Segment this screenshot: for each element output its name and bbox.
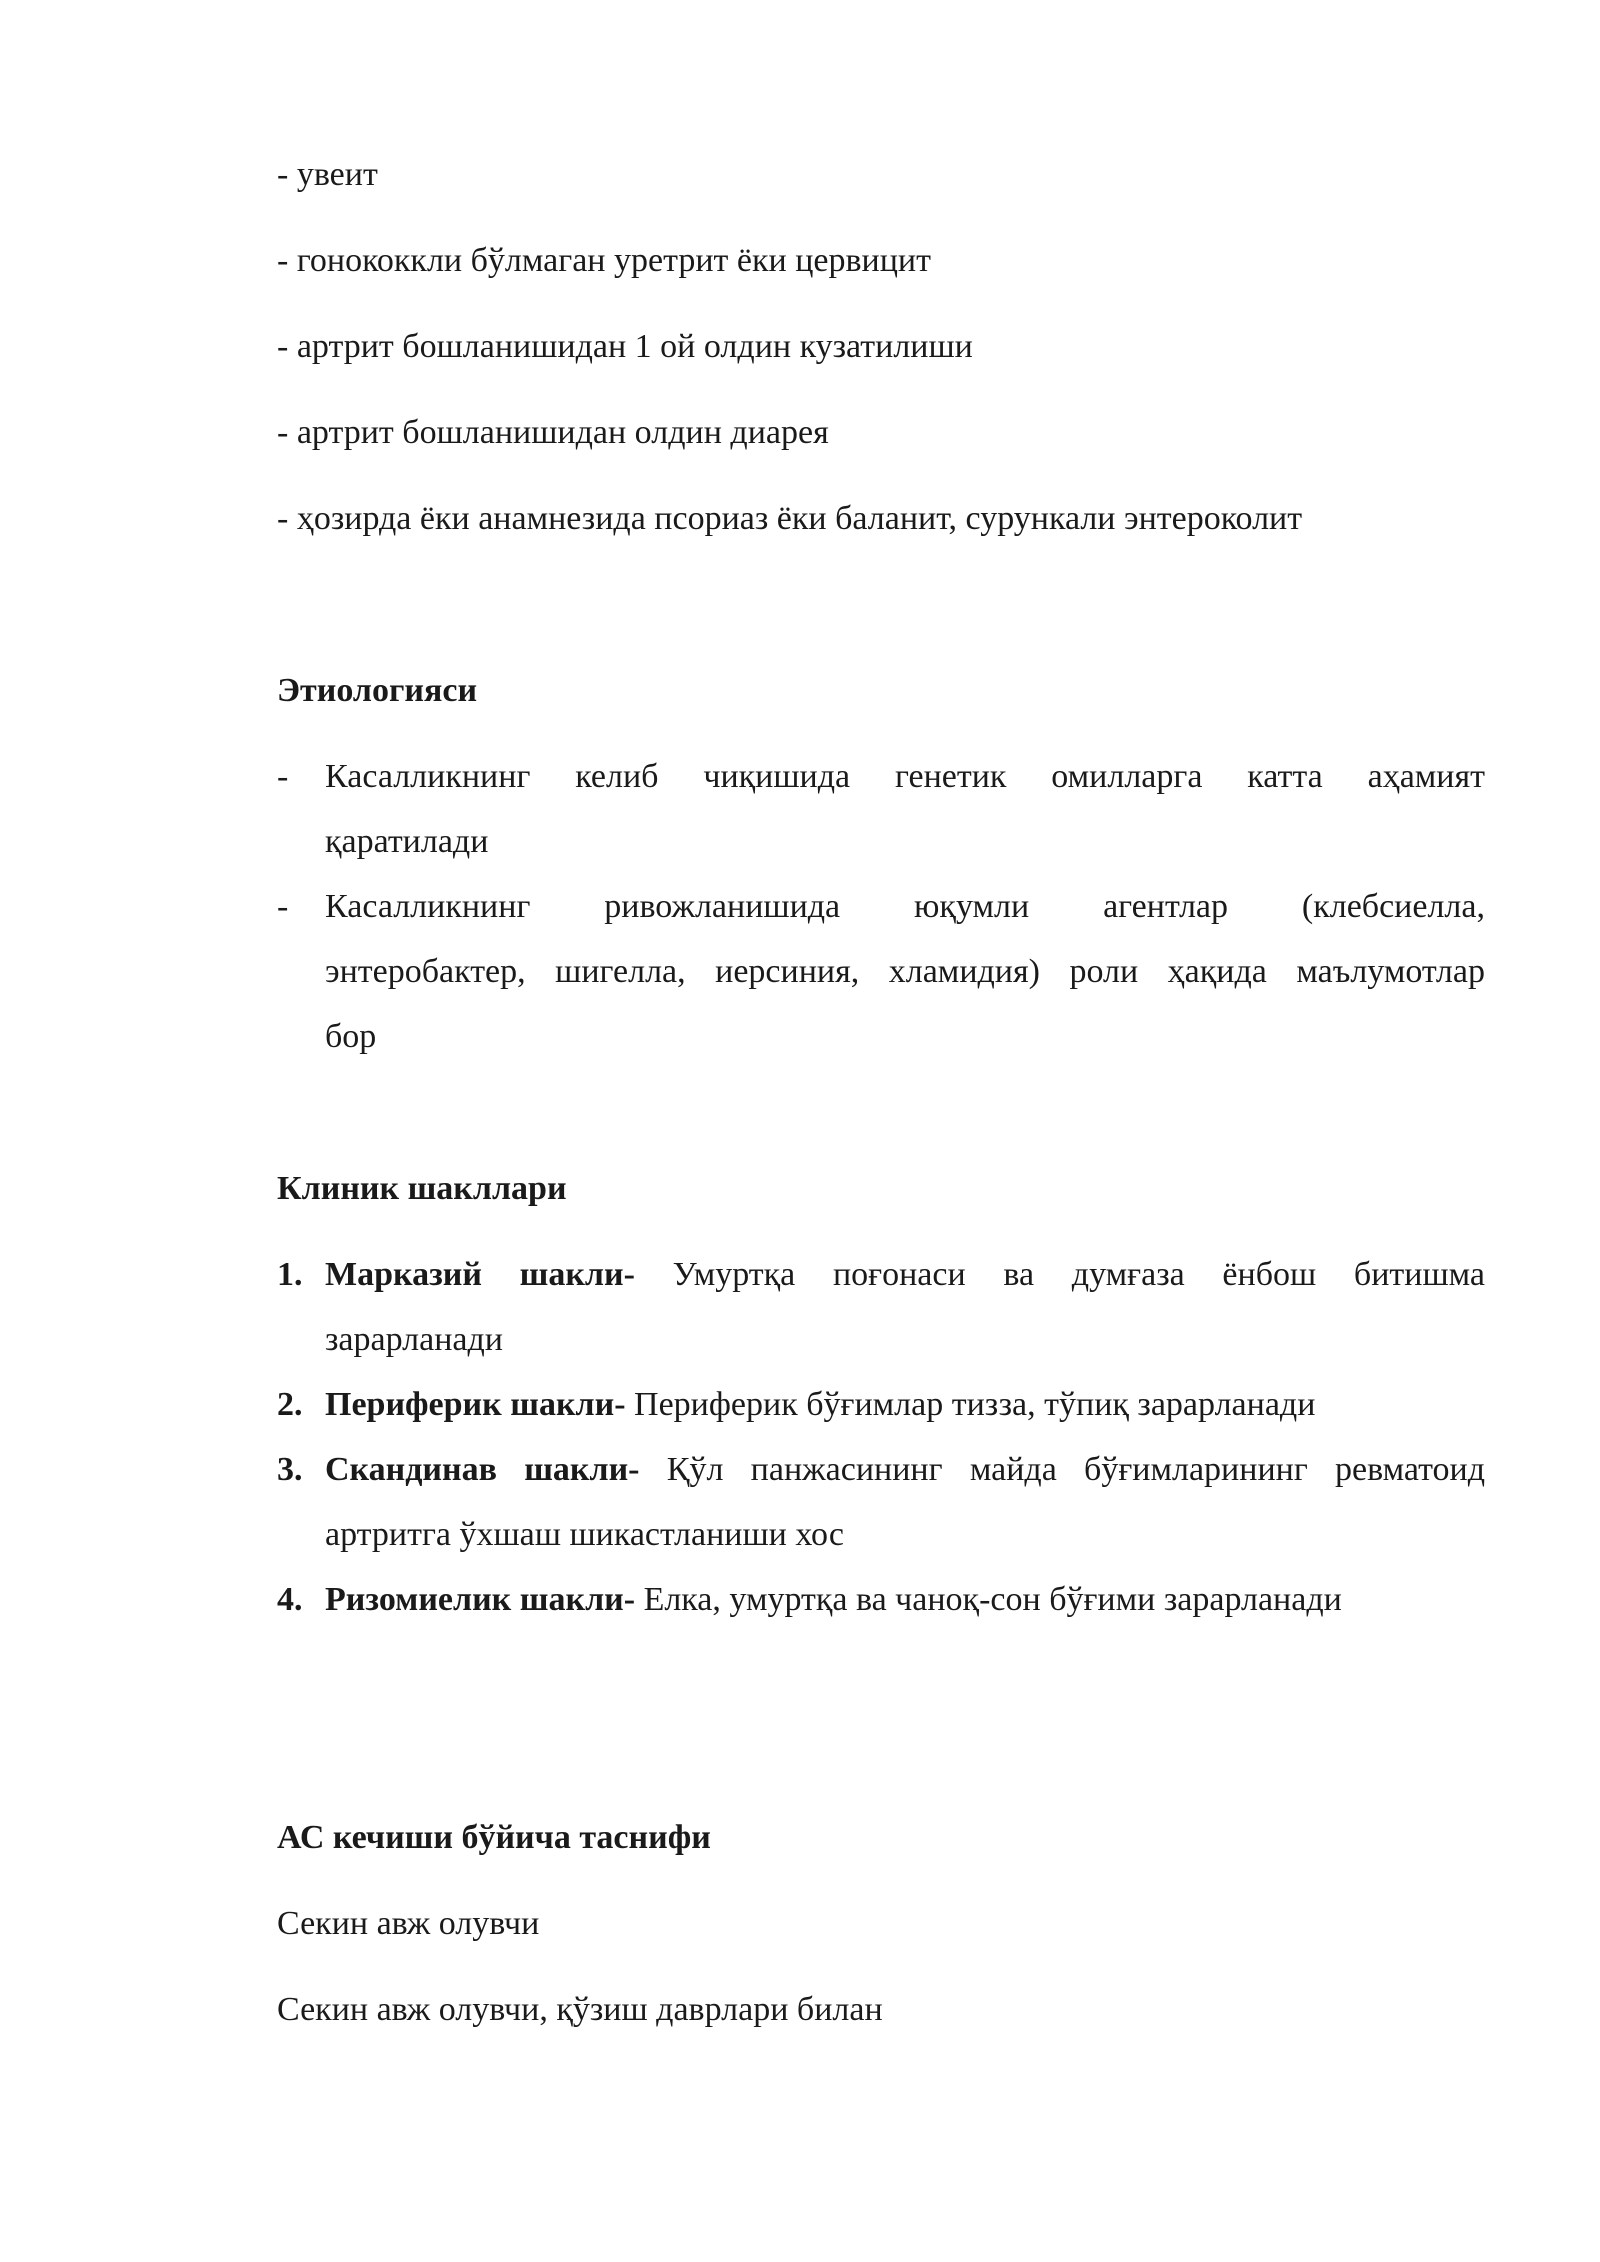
etiology-item-2-line-1: Касалликнинг ривожланишида юқумли агентлар (клебсиелла,: [325, 888, 1485, 925]
intro-list-item: - артрит бошланишидан 1 ой олдин кузатилиши: [277, 328, 973, 365]
clinical-forms-heading: Клиник шакллари: [277, 1170, 567, 1207]
clinical-form-text: Қўл панжасининг майда бўғимларининг ревматоид: [639, 1451, 1486, 1488]
clinical-form-text: Елка, умуртқа ва чаноқ-сон бўғими зарарланади: [635, 1581, 1342, 1618]
clinical-form-4-line-1: [325, 1580, 1342, 1620]
list-marker: -: [277, 758, 289, 795]
clinical-form-3-line-2: артритга ўхшаш шикастланиши хос: [325, 1516, 844, 1553]
intro-list-item: - артрит бошланишидан олдин диарея: [277, 414, 829, 451]
clinical-form-title: Марказий шакли-: [325, 1256, 635, 1293]
clinical-form-title: Ризомиелик шакли-: [325, 1581, 636, 1618]
etiology-item-1-line-2: қаратилади: [325, 823, 489, 860]
intro-list-item: - ҳозирда ёки анамнезида псориаз ёки баланит, сурункали энтероколит: [277, 500, 1303, 537]
etiology-item-2-line-3: бор: [325, 1018, 377, 1055]
clinical-form-title: Периферик шакли-: [325, 1386, 626, 1423]
clinical-form-1-line-2: зарарланади: [325, 1321, 504, 1358]
clinical-form-1-line-1: [325, 1255, 1485, 1295]
course-classification-heading: АС кечиши бўйича таснифи: [277, 1819, 711, 1856]
intro-list-item: - увеит: [277, 156, 378, 193]
list-number: 1.: [277, 1256, 303, 1293]
list-number: 4.: [277, 1581, 303, 1618]
course-classification-line: Секин авж олувчи: [277, 1905, 540, 1942]
clinical-form-text: Периферик бўғимлар тизза, тўпиқ зарарланади: [625, 1386, 1316, 1423]
list-number: 3.: [277, 1451, 303, 1488]
intro-list-item: - гонококкли бўлмаган уретрит ёки цервицит: [277, 242, 931, 279]
clinical-form-3-line-1: [325, 1450, 1485, 1490]
clinical-form-text: Умуртқа поғонаси ва думғаза ёнбош битишма: [634, 1256, 1486, 1293]
etiology-heading: Этиологияси: [277, 672, 478, 709]
clinical-form-title: Скандинав шакли-: [325, 1451, 640, 1488]
clinical-form-2-line-1: [325, 1385, 1315, 1425]
list-marker: -: [277, 888, 289, 925]
etiology-item-2-line-2: энтеробактер, шигелла, иерсиния, хламидия) роли ҳақида маълумотлар: [325, 953, 1485, 990]
etiology-item-1-line-1: Касалликнинг келиб чиқишида генетик омилларга катта аҳамият: [325, 758, 1485, 795]
course-classification-line: Секин авж олувчи, қўзиш даврлари билан: [277, 1991, 883, 2028]
list-number: 2.: [277, 1386, 303, 1423]
